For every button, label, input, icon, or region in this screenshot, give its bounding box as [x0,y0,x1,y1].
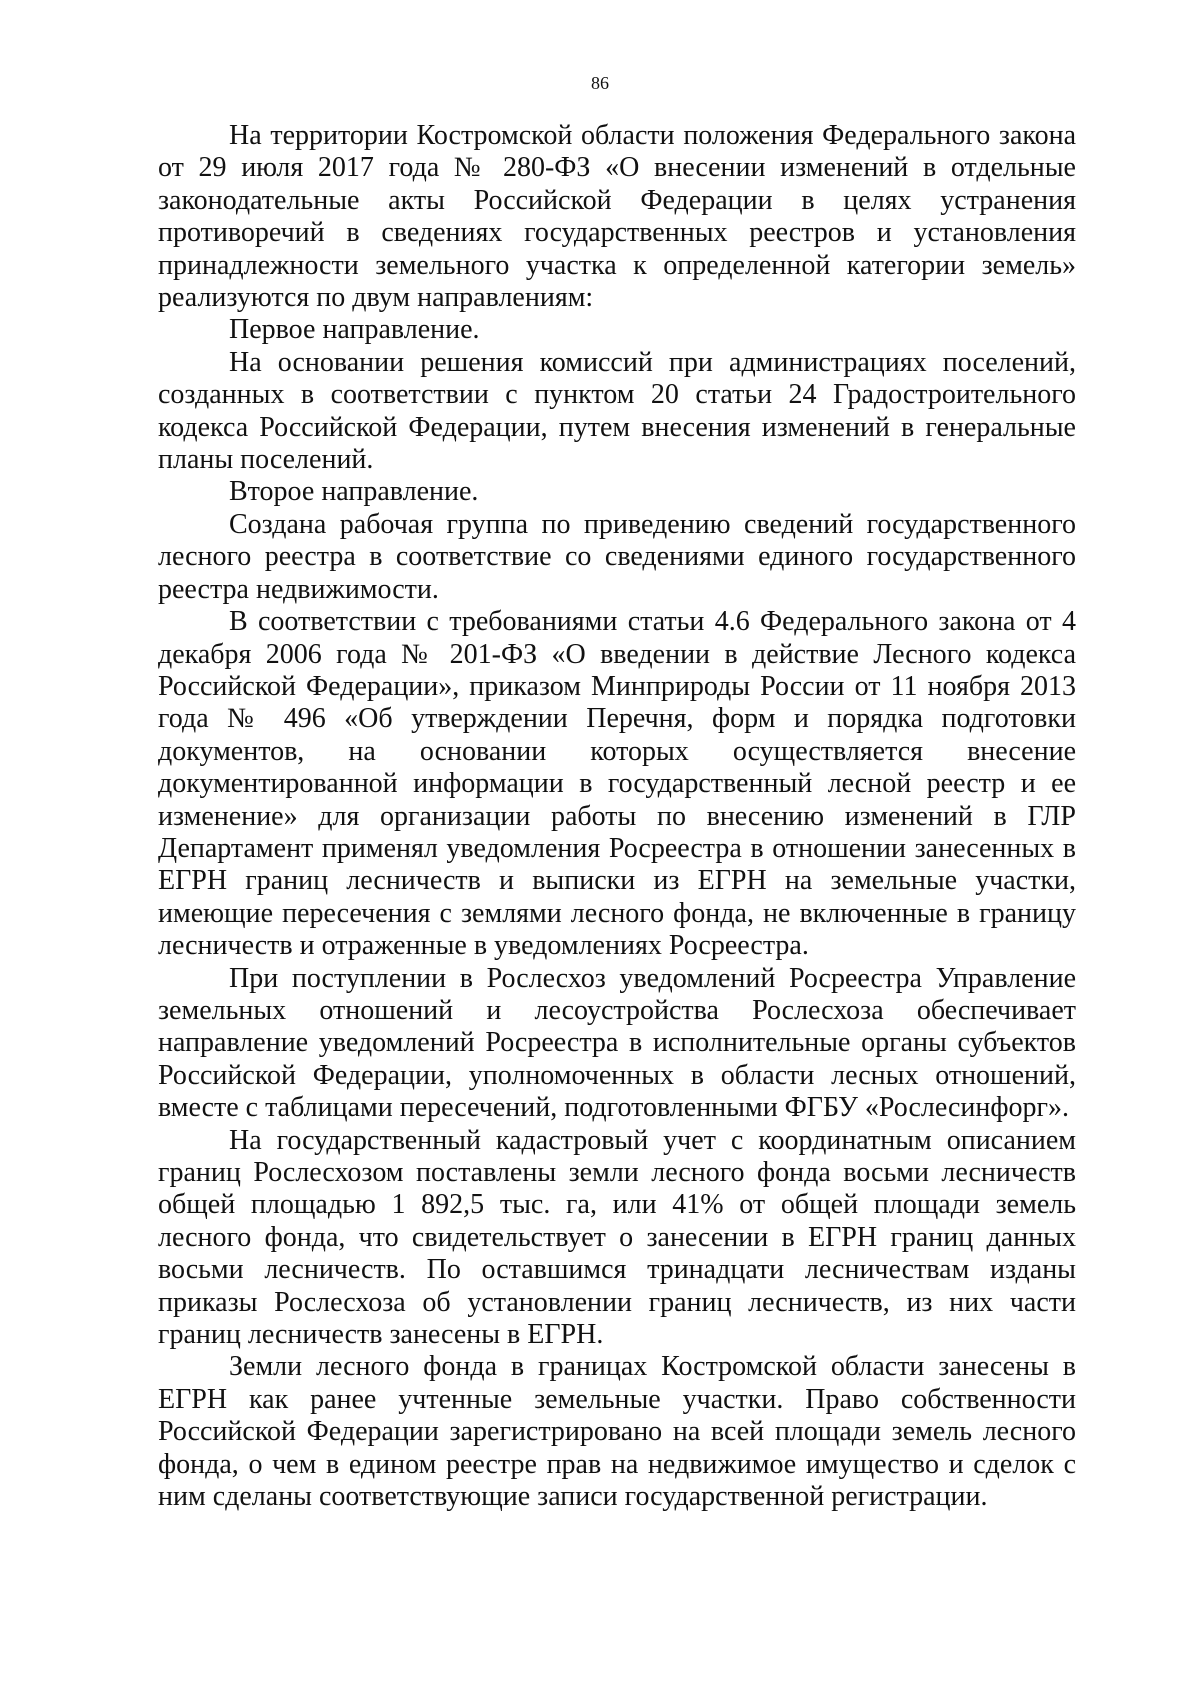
paragraph-federal-law-implementation: На территории Костромской области положения Федерального закона от 29 июля 2017 года № 280-ФЗ «О внесении изменений в отдельные законодательные акты Российской Федерации в целях устранения противоречий в сведениях государственных реестров и установления принадлежности земельного участка к определенной категории земель» реализуются по двум направлениям: [158,120,1076,314]
page-number: 86 [591,73,609,93]
paragraph-first-direction-text: На основании решения комиссий при администрациях поселений, созданных в соответствии с пунктом 20 статьи 24 Градостроительного кодекса Российской Федерации, путем внесения изменений в генеральные планы поселений. [158,346,1076,476]
paragraph-cadastral-registration: На государственный кадастровый учет с координатным описанием границ Рослесхозом поставлены земли лесного фонда восьми лесничеств общей площадью 1 892,5 тыс. га, или 41% от общей площади земель лесного фонда, что свидетельствует о занесении в ЕГРН границ данных восьми лесничеств. По оставшимся тринадцати лесничествам изданы приказы Рослесхоза об установлении границ лесничеств, из них части границ лесничеств занесены в ЕГРН. [158,1124,1076,1351]
paragraph-legal-requirements: В соответствии с требованиями статьи 4.6 Федерального закона от 4 декабря 2006 года № 201-ФЗ «О введении в действие Лесного кодекса Российской Федерации», приказом Минприроды России от 11 ноября 2013 года № 496 «Об утверждении Перечня, форм и порядка подготовки документов, на основании которых осуществляется внесение документированной информации в государственный лесной реестр и ее изменение» для организации работы по внесению изменений в ГЛР Департамент применял уведомления Росреестра в отношении занесенных в ЕГРН границ лесничеств и выписки из ЕГРН на земельные участки, имеющие пересечения с землями лесного фонда, не включенные в границу лесничеств и отраженные в уведомлениях Росреестра. [158,606,1076,962]
paragraph-ownership-registration: Земли лесного фонда в границах Костромской области занесены в ЕГРН как ранее учтенные земельные участки. Право собственности Российской Федерации зарегистрировано на всей площади земель лесного фонда, о чем в едином реестре прав на недвижимое имущество и сделок с ним сделаны соответствующие записи государственной регистрации. [158,1351,1076,1513]
paragraph-second-direction-heading: Второе направление. [229,476,479,508]
paragraph-working-group: Создана рабочая группа по приведению сведений государственного лесного реестра в соответствие со сведениями единого государственного реестра недвижимости. [158,508,1076,605]
paragraph-first-direction-heading: Первое направление. [229,314,480,346]
paragraph-rosleskhoz-notifications: При поступлении в Рослесхоз уведомлений Росреестра Управление земельных отношений и лесоустройства Рослесхоза обеспечивает направление уведомлений Росреестра в исполнительные органы субъектов Российской Федерации, уполномоченных в области лесных отношений, вместе с таблицами пересечений, подготовленными ФГБУ «Рослесинфорг». [158,962,1076,1124]
document-body [158,120,1076,1513]
